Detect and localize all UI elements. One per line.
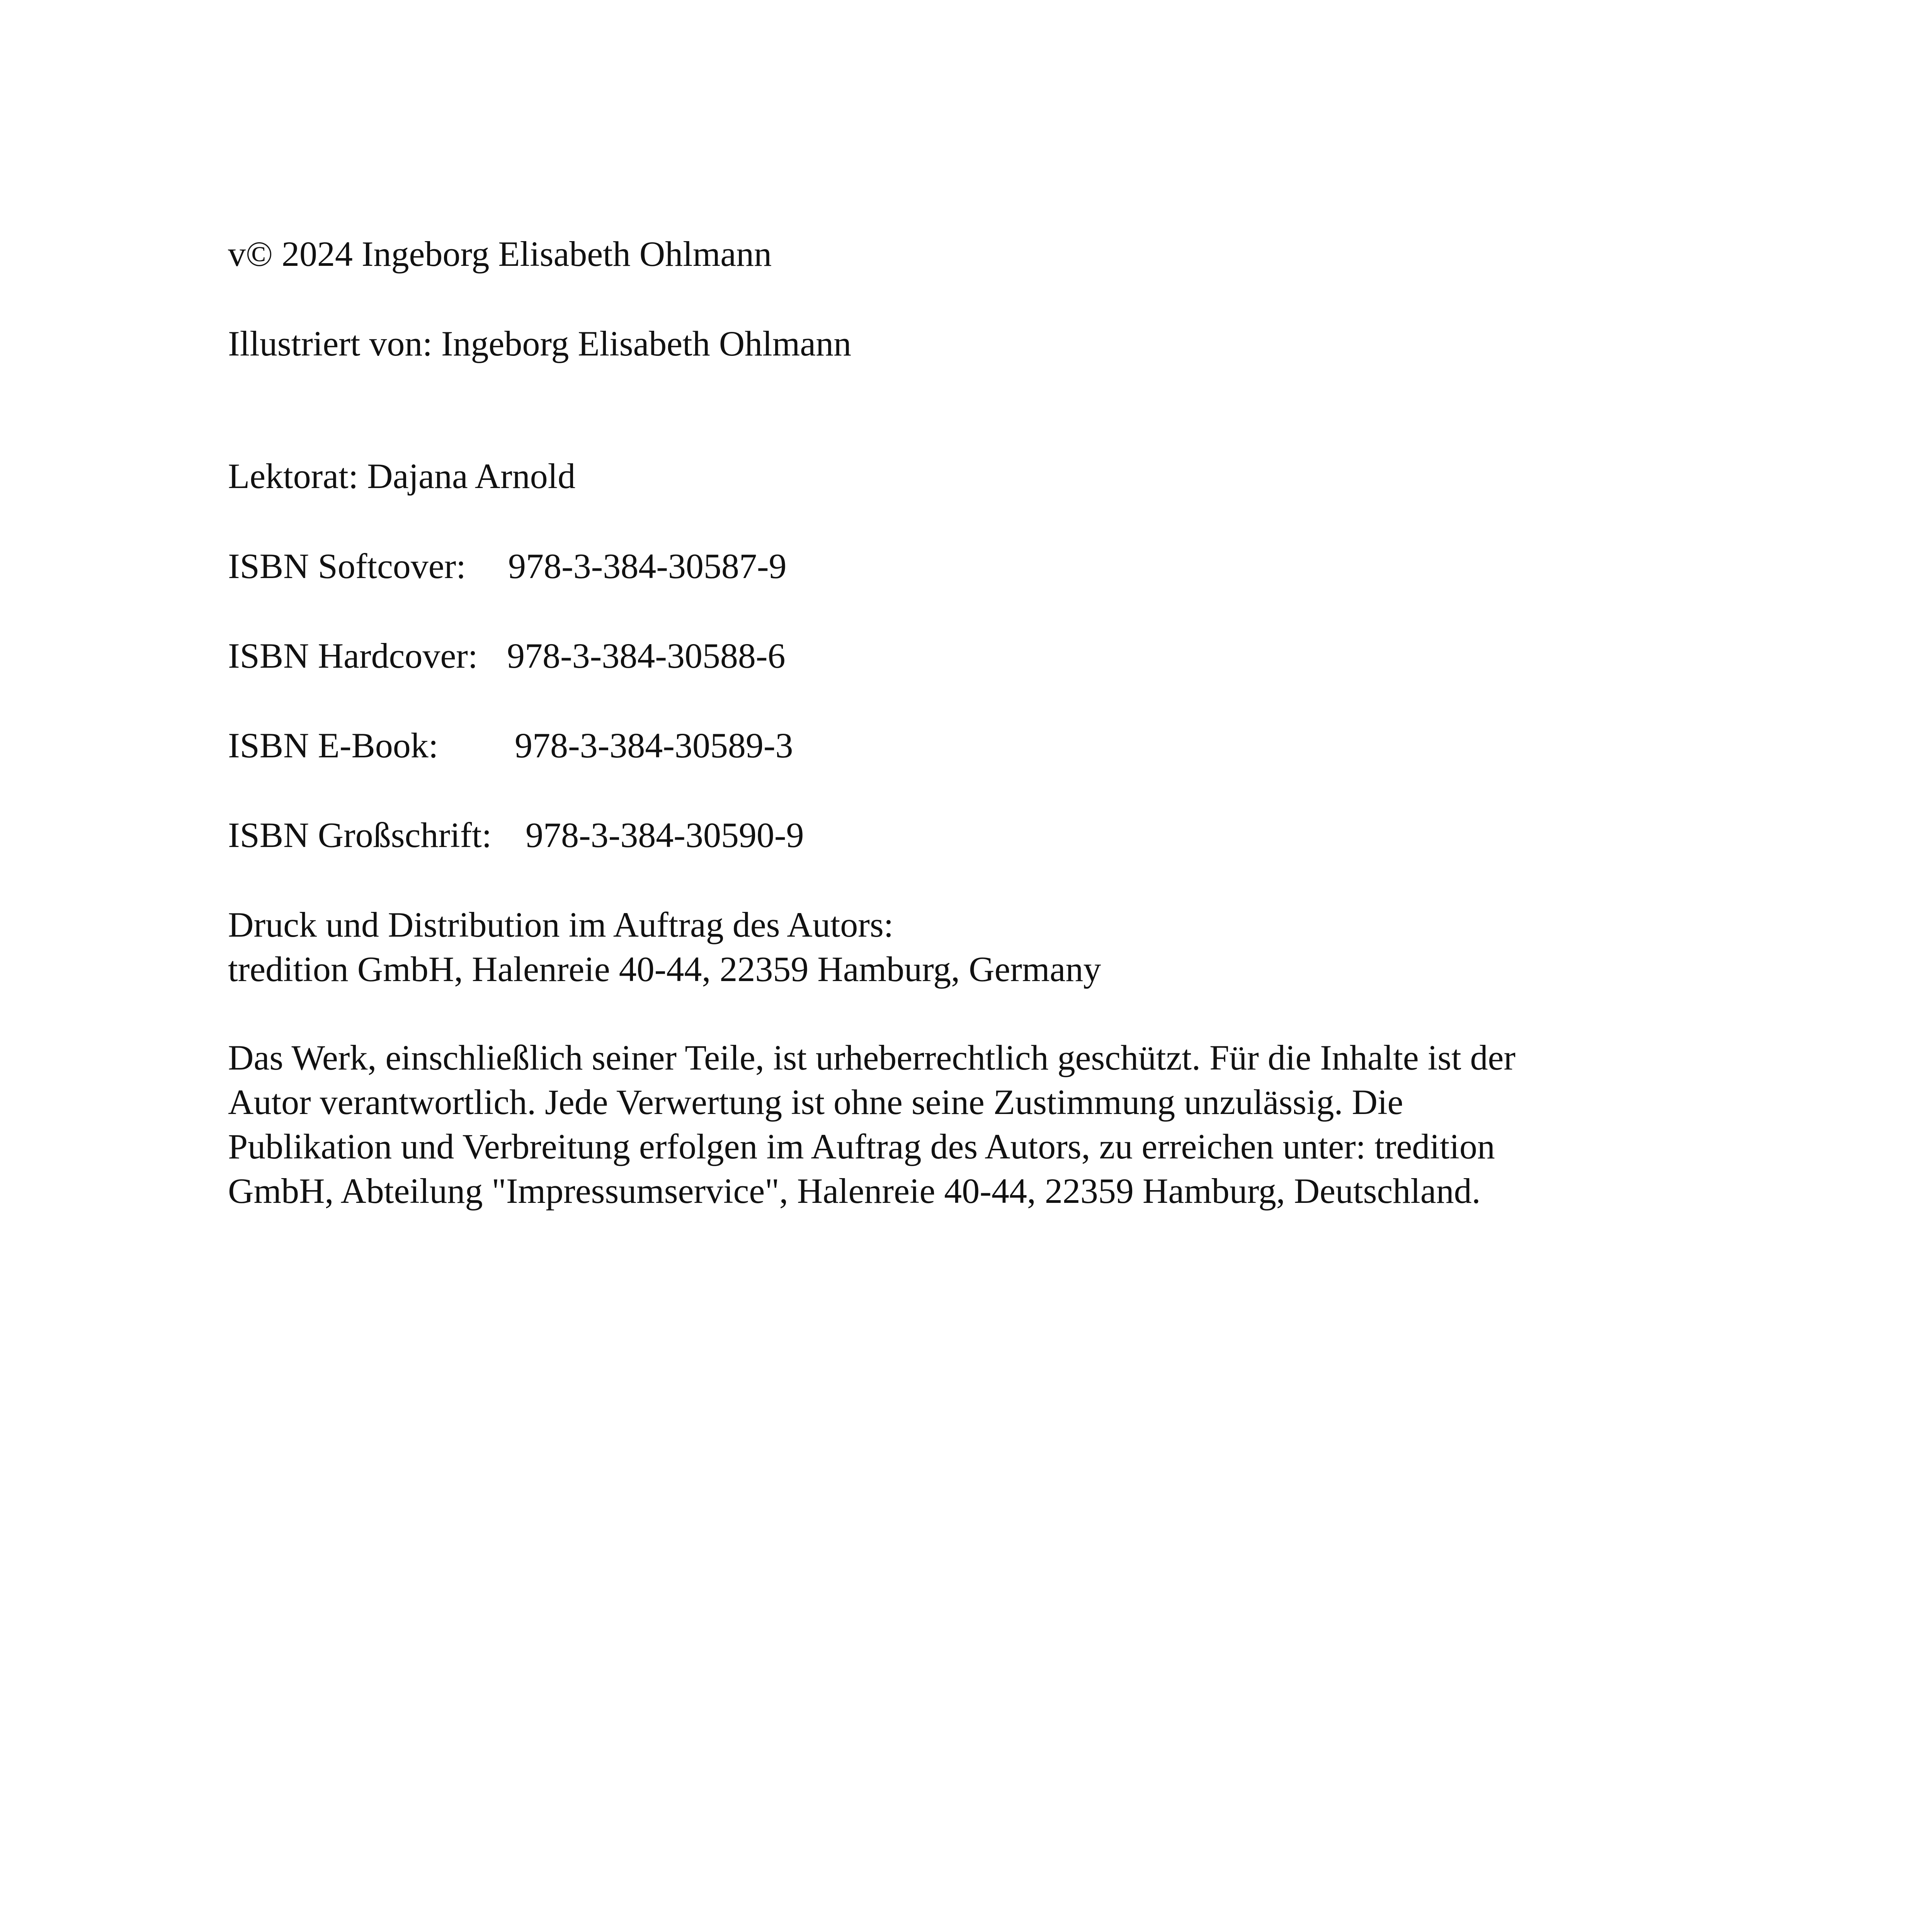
isbn-softcover-value: 978-3-384-30587-9 (508, 546, 787, 586)
isbn-softcover (228, 544, 787, 588)
isbn-hardcover (228, 634, 786, 678)
isbn-largeprint (228, 813, 804, 857)
copyright-line: v© 2024 Ingeborg Elisabeth Ohlmann (228, 234, 772, 274)
isbn-hardcover-label: ISBN Hardcover: (228, 636, 478, 675)
legal-paragraph (228, 1036, 1516, 1213)
isbn-hardcover-value: 978-3-384-30588-6 (507, 636, 786, 675)
isbn-softcover-label: ISBN Softcover: (228, 546, 466, 586)
isbn-ebook-value: 978-3-384-30589-3 (515, 726, 793, 765)
isbn-ebook (228, 723, 793, 768)
distribution-paragraph (228, 903, 1101, 992)
illustrator-line: Illustriert von: Ingeborg Elisabeth Ohlmann (228, 324, 852, 363)
distribution-line-1: Druck und Distribution im Auftrag des Autors: (228, 905, 894, 944)
legal-line-2: Autor verantwortlich. Jede Verwertung ist ohne seine Zustimmung unzulässig. Die (228, 1082, 1403, 1122)
distribution-line-2: tredition GmbH, Halenreie 40-44, 22359 Hamburg, Germany (228, 949, 1101, 989)
isbn-largeprint-value: 978-3-384-30590-9 (526, 815, 804, 855)
isbn-ebook-label: ISBN E-Book: (228, 726, 439, 765)
editor-line: Lektorat: Dajana Arnold (228, 456, 576, 496)
legal-line-4: GmbH, Abteilung "Impressumservice", Halenreie 40-44, 22359 Hamburg, Deutschland. (228, 1171, 1481, 1211)
legal-line-3: Publikation und Verbreitung erfolgen im Auftrag des Autors, zu erreichen unter: tredition (228, 1127, 1495, 1166)
legal-line-1: Das Werk, einschließlich seiner Teile, ist urheberrechtlich geschützt. Für die Inhalte ist der (228, 1038, 1516, 1077)
isbn-largeprint-label: ISBN Großschrift: (228, 815, 492, 855)
